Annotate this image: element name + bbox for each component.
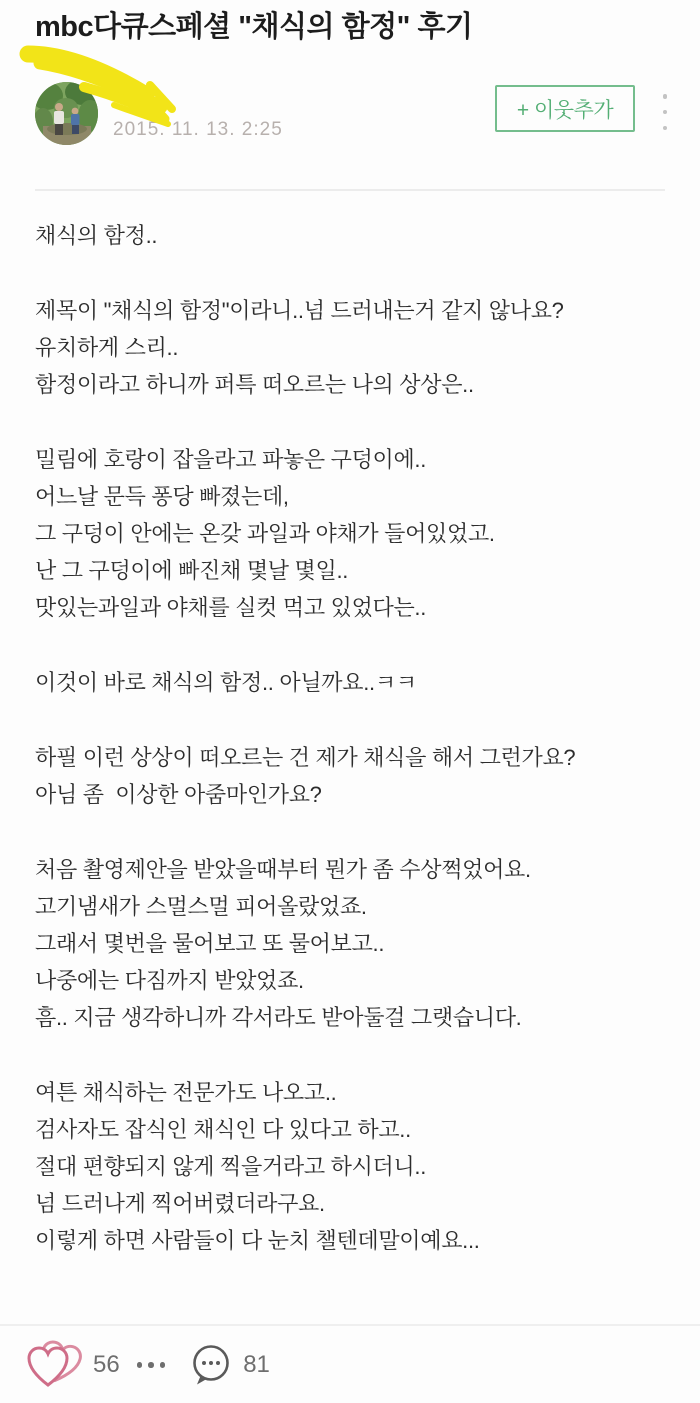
- text-line: 여튼 채식하는 전문가도 나오고..: [35, 1080, 337, 1105]
- paragraph: [35, 292, 675, 403]
- text-line: 나중에는 다짐까지 받았었죠.: [35, 968, 304, 993]
- avatar-photo: [35, 82, 98, 145]
- paragraph: [35, 217, 675, 254]
- text-line: 함정이라고 하니까 퍼특 떠오르는 나의 상상은..: [35, 372, 474, 397]
- text-line: 밀림에 호랑이 잡을라고 파놓은 구덩이에..: [35, 447, 427, 472]
- post-header: [35, 82, 665, 146]
- footer-divider: [0, 1324, 700, 1326]
- text-line: 그 구덩이 안에는 온갖 과일과 야채가 들어있었고.: [35, 521, 495, 546]
- text-line: 고기냄새가 스멀스멀 피어올랐었죠.: [35, 894, 367, 919]
- header-divider: [35, 189, 665, 191]
- text-line: 검사자도 잡식인 채식인 다 있다고 하고..: [35, 1117, 411, 1142]
- post-title: mbc다큐스페셜 "채식의 함정" 후기: [35, 11, 473, 43]
- paragraph: [35, 739, 675, 813]
- text-line: 흠.. 지금 생각하니까 각서라도 받아둘걸 그랫습니다.: [35, 1005, 522, 1030]
- text-line: 처음 촬영제안을 받았을때부터 뭔가 좀 수상쩍었어요.: [35, 857, 531, 882]
- comment-button[interactable]: [189, 1344, 270, 1386]
- text-line: 이렇게 하면 사람들이 다 눈치 챌텐데말이예요...: [35, 1228, 480, 1253]
- text-line: 아님 좀 이상한 아줌마인가요?: [35, 782, 322, 807]
- paragraph: [35, 1074, 675, 1259]
- text-line: 그래서 몇번을 물어보고 또 물어보고..: [35, 931, 385, 956]
- text-line: 넘 드러나게 찍어버렸더라구요.: [35, 1191, 325, 1216]
- post-body: [35, 217, 675, 1317]
- paragraph: [35, 851, 675, 1036]
- post-date: 2015. 11. 13. 2:25: [113, 119, 283, 140]
- text-line: 난 그 구덩이에 빠진채 몇날 몇일..: [35, 558, 349, 583]
- post-footer: [25, 1337, 270, 1393]
- paragraph: [35, 664, 675, 701]
- text-line: 맛있는과일과 야채를 실컷 먹고 있었다는..: [35, 595, 427, 620]
- text-line: 절대 편향되지 않게 찍을거라고 하시더니..: [35, 1154, 427, 1179]
- text-line: 유치하게 스리..: [35, 335, 179, 360]
- ellipsis-icon[interactable]: [135, 1356, 168, 1374]
- paragraph: [35, 441, 675, 626]
- add-neighbor-button[interactable]: [495, 85, 635, 132]
- text-line: 이것이 바로 채식의 함정.. 아닐까요..ㅋㅋ: [35, 670, 417, 695]
- double-heart-icon: [25, 1340, 83, 1390]
- kebab-menu-icon[interactable]: [657, 92, 673, 132]
- like-count: 56: [93, 1351, 120, 1378]
- comment-count: 81: [243, 1351, 270, 1378]
- speech-bubble-icon: [189, 1344, 233, 1386]
- avatar[interactable]: [35, 82, 98, 145]
- text-line: 하필 이런 상상이 떠오르는 건 제가 채식을 해서 그런가요?: [35, 745, 576, 770]
- text-line: 채식의 함정..: [35, 223, 158, 248]
- text-line: 어느날 문득 퐁당 빠졌는데,: [35, 484, 289, 509]
- like-button[interactable]: [25, 1340, 120, 1390]
- text-line: 제목이 "채식의 함정"이라니..넘 드러내는거 같지 않나요?: [35, 298, 564, 323]
- add-neighbor-label: + 이웃추가: [516, 98, 614, 122]
